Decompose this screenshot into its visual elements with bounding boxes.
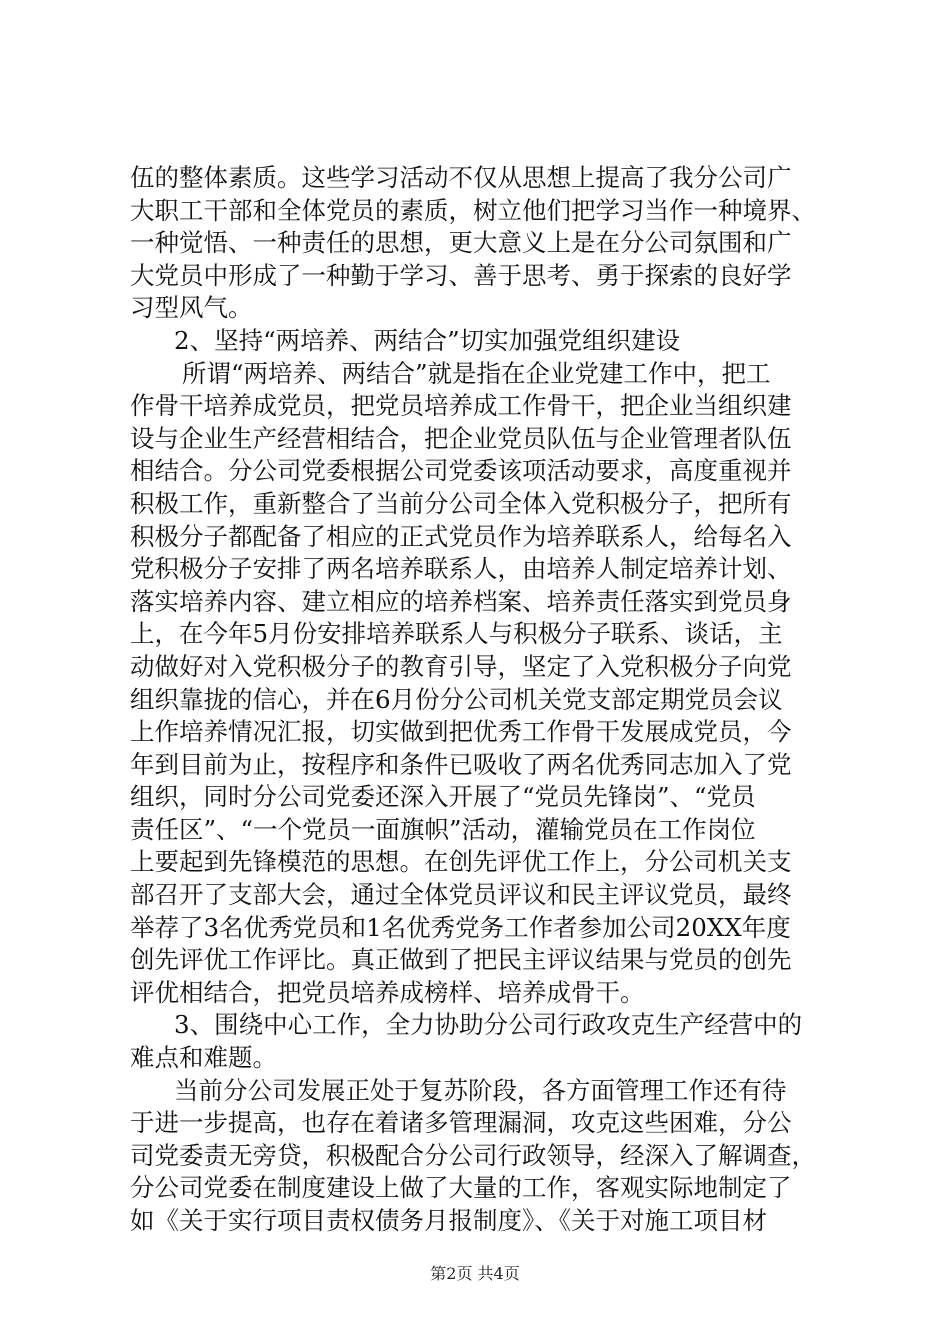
section-heading: 2、坚持“两培养、两结合”切实加强党组织建设 bbox=[174, 325, 681, 355]
body-line: 积极工作，重新整合了当前分公司全体入党积极分子，把所有 bbox=[130, 488, 792, 518]
body-line: 一种觉悟、一种责任的思想，更大意义上是在分公司氛围和广 bbox=[130, 228, 792, 258]
body-line: 党积极分子安排了两名培养联系人，由培养人制定培养计划、 bbox=[130, 554, 792, 584]
page-number: 第2页 共4页 bbox=[430, 1264, 520, 1283]
body-line: 部召开了支部大会，通过全体党员评议和民主评议党员，最终 bbox=[130, 880, 792, 910]
body-line: 责任区”、“一个党员一面旗帜”活动，灌输党员在工作岗位 bbox=[130, 814, 756, 844]
body-line: 上要起到先锋模范的思想。在创先评优工作上，分公司机关支 bbox=[130, 847, 792, 877]
body-line: 评优相结合，把党员培养成榜样、培养成骨干。 bbox=[130, 977, 645, 1007]
body-line: 举荐了3名优秀党员和1名优秀党务工作者参加公司20XX年度 bbox=[130, 912, 791, 942]
document-body bbox=[130, 162, 830, 1238]
body-line: 创先评优工作评比。真正做到了把民主评议结果与党员的创先 bbox=[130, 945, 792, 975]
body-line: 所谓“两培养、两结合”就是指在企业党建工作中，把工 bbox=[182, 358, 771, 388]
page-footer bbox=[0, 1261, 950, 1284]
body-line: 积极分子都配备了相应的正式党员作为培养联系人，给每名入 bbox=[130, 521, 792, 551]
body-line: 组织，同时分公司党委还深入开展了“党员先锋岗”、“党员 bbox=[130, 782, 756, 812]
body-line: 分公司党委在制度建设上做了大量的工作，客观实际地制定了 bbox=[130, 1173, 792, 1203]
body-line: 作骨干培养成党员，把党员培养成工作骨干，把企业当组织建 bbox=[130, 391, 792, 421]
body-line: 习型风气。 bbox=[130, 293, 253, 323]
body-line: 司党委责无旁贷，积极配合分公司行政领导，经深入了解调查， bbox=[130, 1140, 816, 1170]
body-line: 大职工干部和全体党员的素质，树立他们把学习当作一种境界、 bbox=[130, 195, 816, 225]
body-line: 动做好对入党积极分子的教育引导，坚定了入党积极分子向党 bbox=[130, 651, 792, 681]
body-line: 于进一步提高，也存在着诸多管理漏洞，攻克这些困难，分公 bbox=[130, 1108, 792, 1138]
body-line: 落实培养内容、建立相应的培养档案、培养责任落实到党员身 bbox=[130, 586, 792, 616]
body-line: 设与企业生产经营相结合，把企业党员队伍与企业管理者队伍 bbox=[130, 423, 792, 453]
body-line: 相结合。分公司党委根据公司党委该项活动要求，高度重视并 bbox=[130, 456, 792, 486]
section-heading: 3、围绕中心工作，全力协助分公司行政攻克生产经营中的 bbox=[174, 1010, 803, 1040]
body-line: 组织靠拢的信心，并在6月份分公司机关党支部定期党员会议 bbox=[130, 684, 783, 714]
body-line: 上，在今年5月份安排培养联系人与积极分子联系、谈话，主 bbox=[130, 619, 783, 649]
body-line: 大党员中形成了一种勤于学习、善于思考、勇于探索的良好学 bbox=[130, 260, 792, 290]
body-line: 如《关于实行项目责权债务月报制度》、《关于对施工项目材 bbox=[130, 1206, 767, 1235]
body-line: 难点和难题。 bbox=[130, 1043, 277, 1073]
body-line: 伍的整体素质。这些学习活动不仅从思想上提高了我分公司广 bbox=[130, 163, 792, 192]
body-line: 上作培养情况汇报，切实做到把优秀工作骨干发展成党员，今 bbox=[130, 717, 792, 747]
body-line: 当前分公司发展正处于复苏阶段，各方面管理工作还有待 bbox=[174, 1075, 787, 1105]
body-line: 年到目前为止，按程序和条件已吸收了两名优秀同志加入了党 bbox=[130, 749, 792, 779]
